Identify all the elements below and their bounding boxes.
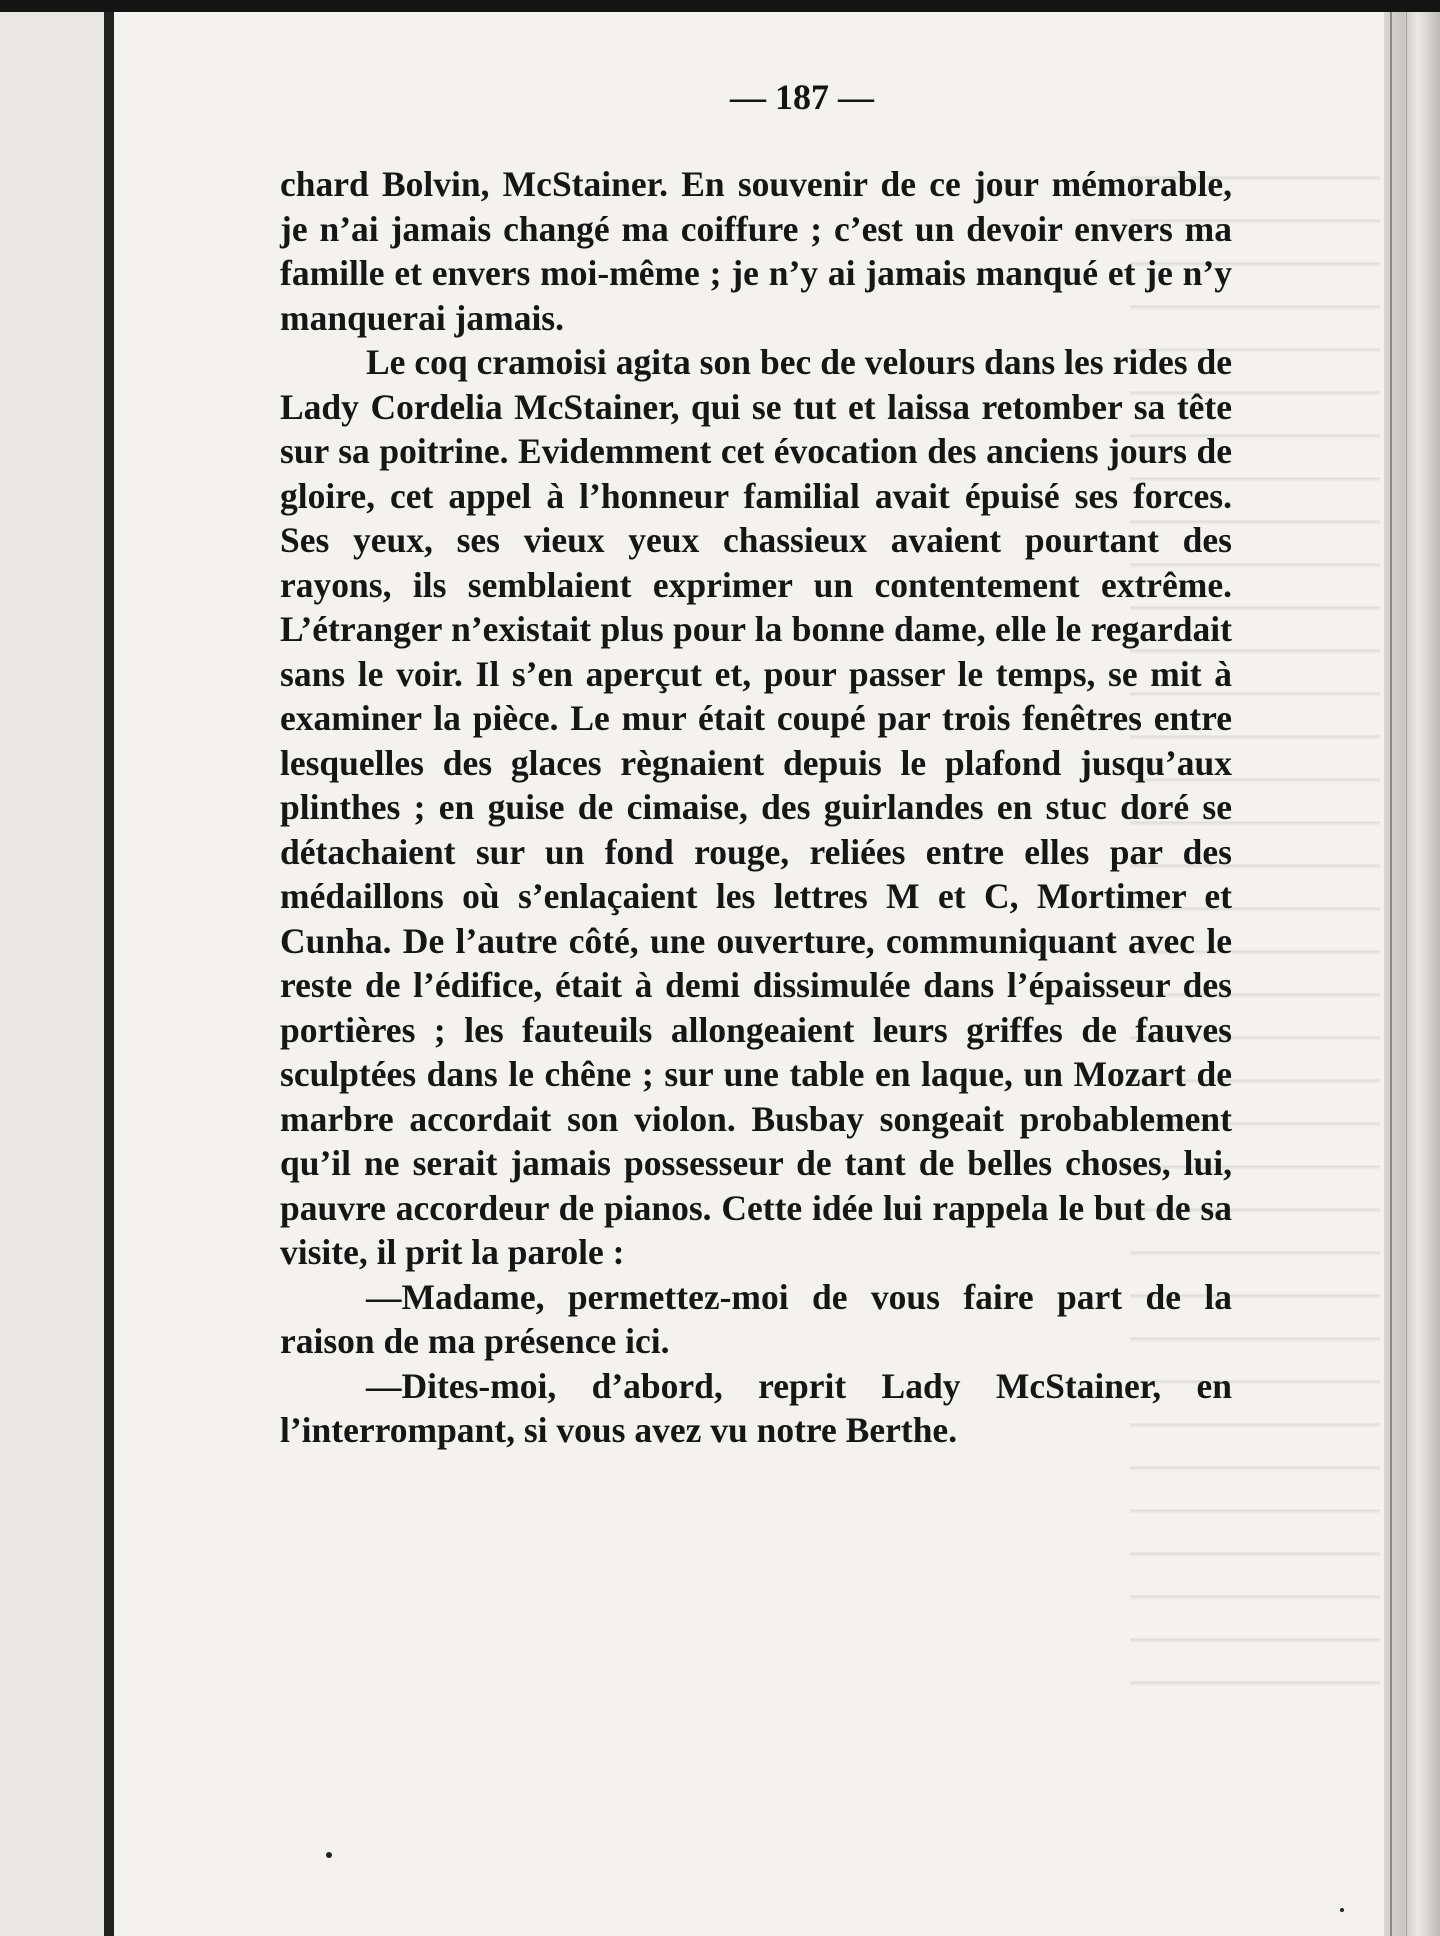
book-gutter bbox=[104, 12, 114, 1936]
ink-speck bbox=[326, 1852, 332, 1858]
paragraph: Le coq cramoisi agita son bec de velours dans les rides de Lady Cordelia McStainer, qui se tut et laissa retomber sa tête sur sa poitrine. Evidemment cet évocation des anciens jours de gloire, cet appel à l’honneur familial avait épuisé ses forces. Ses yeux, ses vieux yeux chassieux avaient pourtant des rayons, ils semblaient exprimer un contentement extrême. L’étranger n’existait plus pour la bonne dame, elle le regardait sans le voir. Il s’en aperçut et, pour passer le temps, se mit à examiner la pièce. Le mur était coupé par trois fenêtres entre lesquelles des glaces règnaient depuis le plafond jusqu’aux plinthes ; en guise de cimaise, des guirlandes en stuc doré se détachaient sur un fond rouge, reliées entre elles par des médaillons où s’enlaçaient les lettres M et C, Mortimer et Cunha. De l’autre côté, une ouverture, communiquant avec le reste de l’édifice, était à demi dissimulée dans l’épaisseur des portières ; les fauteuils allongeaient leurs griffes de fauves sculptées dans le chêne ; sur une table en laque, un Mozart de marbre accordait son violon. Busbay songeait probablement qu’il ne serait jamais possesseur de tant de belles choses, lui, pauvre accordeur de pianos. Cette idée lui rappela le but de sa visite, il prit la parole : bbox=[280, 342, 1232, 1272]
scan-top-border bbox=[0, 0, 1440, 12]
ink-speck bbox=[1340, 1908, 1344, 1912]
body-text bbox=[280, 162, 1232, 1453]
page-stack-edge bbox=[1384, 12, 1440, 1936]
dialogue-line: —Dites-moi, d’abord, reprit Lady McStainer, en l’interrompant, si vous avez vu notre Berthe. bbox=[280, 1365, 1232, 1450]
dialogue-line: —Madame, permettez-moi de vous faire part de la raison de ma présence ici. bbox=[280, 1276, 1232, 1361]
paragraph: chard Bolvin, McStainer. En souvenir de ce jour mémorable, je n’ai jamais changé ma coiffure ; c’est un devoir envers ma famille et envers moi-même ; je n’y ai jamais manqué et je n’y manquerai jamais. bbox=[280, 164, 1232, 338]
page-number: — 187 — bbox=[730, 77, 874, 117]
facing-page-edge bbox=[0, 12, 104, 1936]
